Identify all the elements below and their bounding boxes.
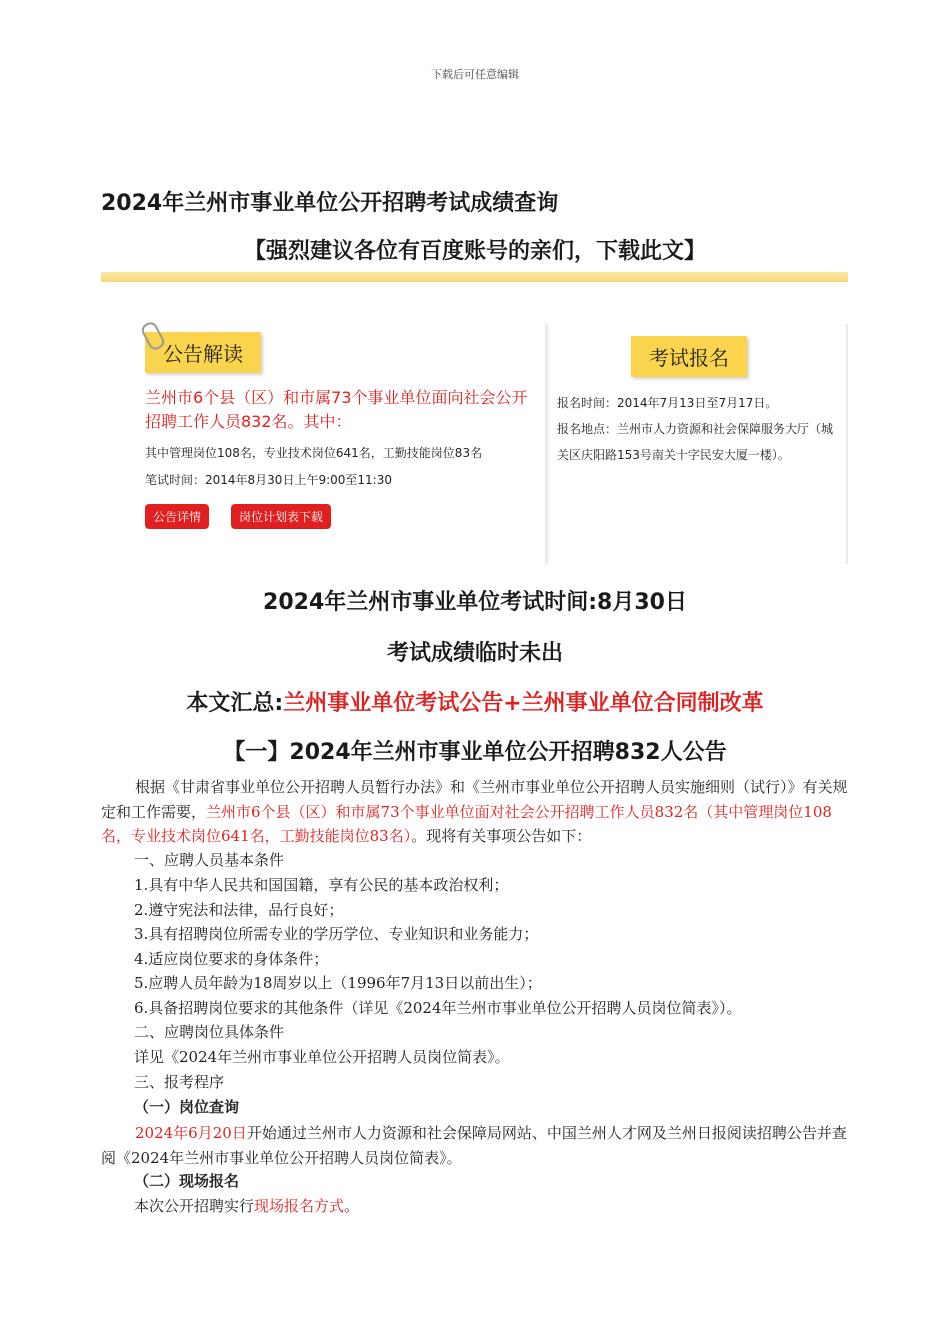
start-date: 2024年6月20日 xyxy=(135,1124,247,1142)
intro-text-a: 根据《甘肃省事业单位公开招聘人员暂行办法》和《兰州市事业单位公开招聘人员实施细则（试行）》有关规定和工作需要， xyxy=(101,778,848,821)
summary-links[interactable]: 兰州事业单位考试公告+兰州事业单位合同制改革 xyxy=(283,691,764,716)
exam-time-heading: 2024年兰州市事业单位考试时间:8月30日 xyxy=(263,590,687,615)
intro-text-highlight: 兰州市6个县（区）和市属73个事业单位面对社会公开招聘工作人员832名（其中管理岗位108名，专业技术岗位641名，工勤技能岗位83名） xyxy=(101,802,832,845)
section1-title: 【一】2024年兰州市事业单位公开招聘832人公告 xyxy=(223,740,727,765)
document-subtitle: 【强烈建议各位有百度账号的亲们，下载此文】 xyxy=(243,239,706,264)
list-item: 2.遵守宪法和法律，品行良好； xyxy=(134,901,344,919)
announcement-tag: 公告解读 xyxy=(145,332,261,373)
position-plan-download-button[interactable]: 岗位计划表下载 xyxy=(231,504,331,529)
panel-edge xyxy=(846,324,848,564)
list-item: 1.具有中华人民共和国国籍，享有公民的基本政治权利； xyxy=(134,876,509,894)
sub2-suffix: 。 xyxy=(344,1197,360,1215)
registration-time: 报名时间：2014年7月13日至7月17日。 xyxy=(557,396,778,410)
document-title: 2024年兰州市事业单位公开招聘考试成绩查询 xyxy=(101,191,559,216)
intro-paragraph xyxy=(101,775,851,849)
list-item: 5.应聘人员年龄为18周岁以上（1996年7月13日以前出生）； xyxy=(134,974,542,992)
subsection2-paragraph xyxy=(134,1195,359,1216)
announcement-summary: 兰州市6个县（区）和市属73个事业单位面向社会公开招聘工作人员832名。其中： xyxy=(145,388,528,431)
summary-heading xyxy=(0,686,950,717)
subsection1-text: 开始通过兰州市人力资源和社会保障局网站、中国兰州人才网及兰州日报阅读招聘公告并查阅《2024年兰州市事业单位公开招聘人员岗位简表》。 xyxy=(101,1124,847,1167)
summary-prefix: 本文汇总: xyxy=(186,691,284,716)
exam-time-text: 笔试时间：2014年8月30日上午9:00至11:30 xyxy=(145,473,392,487)
list-item: 三、报考程序 xyxy=(134,1073,225,1091)
intro-text-b: 。现将有关事项公告如下： xyxy=(411,827,592,845)
decorative-divider xyxy=(101,272,848,282)
page-header: 下载后可任意编辑 xyxy=(431,68,519,81)
registration-method: 现场报名方式 xyxy=(254,1197,345,1215)
sub2-prefix: 本次公开招聘实行 xyxy=(134,1197,255,1215)
subsection1-paragraph xyxy=(101,1121,851,1170)
position-breakdown: 其中管理岗位108名，专业技术岗位641名，工勤技能岗位83名 xyxy=(145,446,483,460)
info-panel xyxy=(101,310,848,566)
list-item: 3.具有招聘岗位所需专业的学历学位、专业知识和业务能力； xyxy=(134,925,539,943)
list-item: 详见《2024年兰州市事业单位公开招聘人员岗位简表》。 xyxy=(134,1048,510,1066)
list-item: 4.适应岗位要求的身体条件； xyxy=(134,950,329,968)
announcement-detail-button[interactable]: 公告详情 xyxy=(145,504,209,529)
list-item: 6.具备招聘岗位要求的其他条件（详见《2024年兰州市事业单位公开招聘人员岗位简表》）。 xyxy=(134,999,742,1017)
subsection-title: （一）岗位查询 xyxy=(134,1098,240,1116)
panel-divider xyxy=(545,324,547,564)
list-item: 二、应聘岗位具体条件 xyxy=(134,1023,285,1041)
announcement-panel xyxy=(101,310,541,566)
list-item: 一、应聘人员基本条件 xyxy=(134,851,285,869)
registration-tag: 考试报名 xyxy=(631,336,747,377)
results-heading: 考试成绩临时未出 xyxy=(386,641,563,666)
subsection-title: （二）现场报名 xyxy=(134,1172,240,1190)
registration-place: 报名地点：兰州市人力资源和社会保障服务大厅（城关区庆阳路153号南关十字民安大厦一楼）。 xyxy=(557,422,834,462)
